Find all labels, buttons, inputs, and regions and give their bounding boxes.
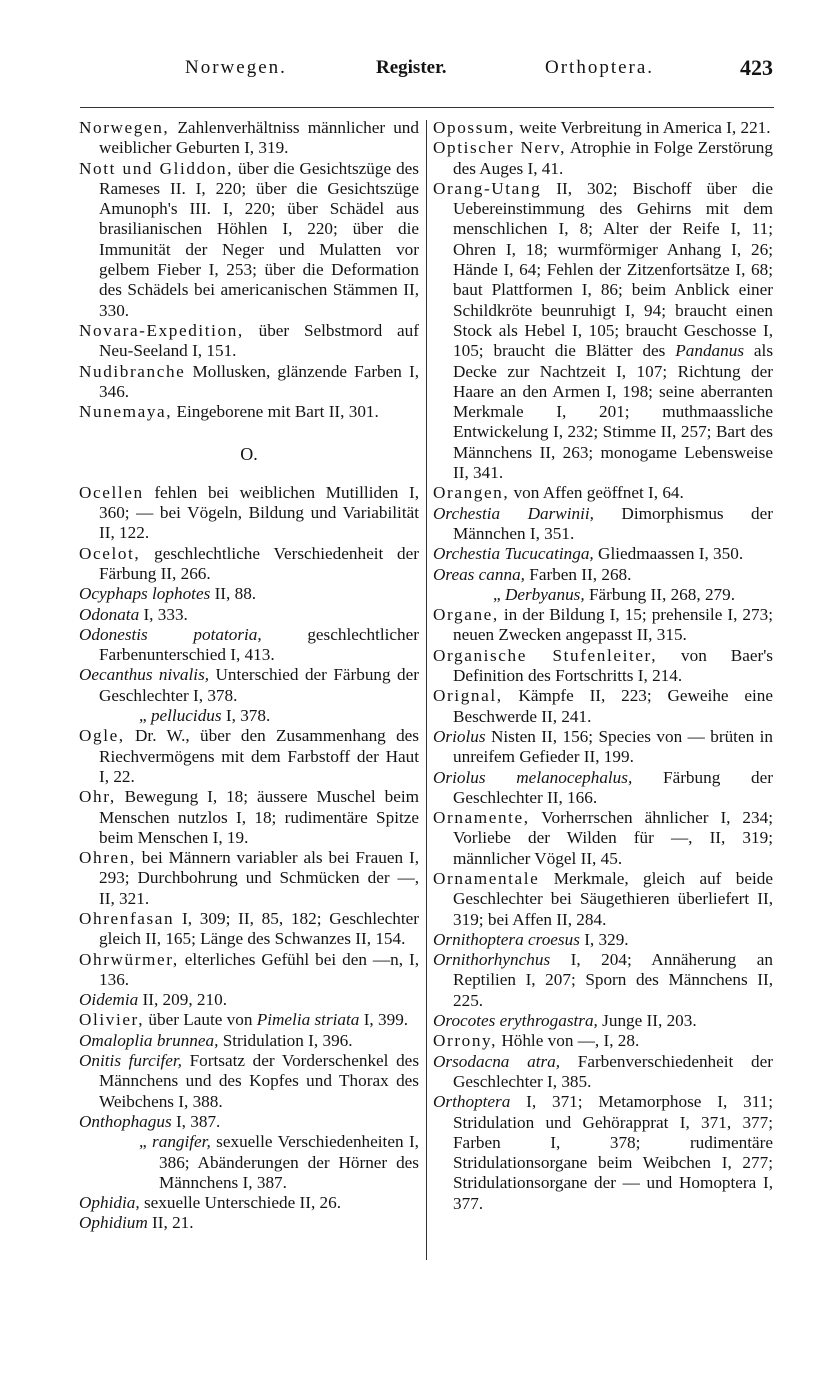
entry-heading: Ogle, xyxy=(79,726,125,746)
index-entry xyxy=(433,504,773,545)
entry-text: von Baer's Definition des Fortschritts I, 214. xyxy=(453,645,773,686)
entry-text: Höhle von —, I, 28. xyxy=(497,1031,640,1051)
ditto-mark: „ xyxy=(139,1132,153,1152)
entry-text: II, 209, 210. xyxy=(138,990,227,1010)
header-right: Orthoptera. xyxy=(545,57,655,78)
index-entry xyxy=(79,1132,419,1193)
ditto-mark: „ xyxy=(139,706,151,726)
entry-text: Farbenverschiedenheit der Geschlechter I, 385. xyxy=(453,1051,773,1091)
index-entry xyxy=(79,665,419,706)
entry-text: Färbung II, 268, 279. xyxy=(584,584,736,604)
index-entry xyxy=(79,1213,419,1233)
index-entry xyxy=(433,646,773,687)
entry-text: elterliches Gefühl bei den —n, I, 136. xyxy=(99,949,419,989)
entry-subheading-italic: pellucidus xyxy=(150,706,222,726)
index-entry xyxy=(79,1010,419,1030)
page-number: 423 xyxy=(740,55,773,80)
entry-heading-italic: Ocyphaps lophotes xyxy=(79,584,211,604)
index-entry xyxy=(79,1112,419,1132)
entry-text: Nisten II, 156; Species von — brüten in unreifem Gefieder II, 199. xyxy=(453,726,773,767)
entry-text-italic: Pandanus xyxy=(675,341,745,361)
entry-heading-italic: Onthophagus xyxy=(79,1111,172,1131)
index-entry xyxy=(433,930,773,950)
entry-heading: Ohrenfasan xyxy=(79,908,175,928)
entry-subheading-italic: rangifer, xyxy=(152,1132,211,1152)
index-entry xyxy=(79,787,419,848)
header-rule xyxy=(80,107,774,108)
index-entry xyxy=(433,544,773,564)
entry-heading-italic: Ophidia, xyxy=(79,1193,140,1213)
header-left: Norwegen. xyxy=(185,57,287,78)
entry-heading-italic: Oriolus melanocephalus, xyxy=(433,767,633,787)
index-entry xyxy=(79,625,419,666)
entry-text: über Laute von xyxy=(144,1010,257,1030)
entry-text: weite Verbreitung in America I, 221. xyxy=(515,118,771,137)
entry-text: I, 378. xyxy=(221,706,271,726)
entry-text: I, 387. xyxy=(171,1111,221,1131)
index-entry xyxy=(433,179,773,483)
index-entry xyxy=(433,1092,773,1214)
ditto-mark: „ xyxy=(493,584,505,604)
entry-text: Eingeborene mit Bart II, 301. xyxy=(172,402,379,422)
index-entry xyxy=(433,686,773,727)
entry-heading: Ornamente, xyxy=(433,808,530,828)
entry-text: Färbung der Geschlechter II, 166. xyxy=(453,767,773,807)
entry-heading-italic: Orsodacna atra, xyxy=(433,1051,561,1071)
entry-text: sexuelle Unterschiede II, 26. xyxy=(139,1193,342,1213)
entry-text: fehlen bei weiblichen Mutilliden I, 360; — bei Vögeln, Bildung und Variabilität II, 122. xyxy=(99,482,419,543)
index-entry xyxy=(79,909,419,950)
entry-heading-italic: Ornithorhynchus xyxy=(433,950,551,970)
entry-text: Junge II, 203. xyxy=(597,1011,697,1031)
index-entry xyxy=(433,483,773,503)
index-entry xyxy=(79,321,419,362)
entry-heading: Opossum, xyxy=(433,118,516,137)
entry-heading-italic: Orchestia Tucucatinga, xyxy=(433,544,594,564)
index-entry xyxy=(79,584,419,604)
entry-heading-italic: Oecanthus nivalis, xyxy=(79,665,210,685)
entry-text: geschlechtliche Verschiedenheit der Färbung II, 266. xyxy=(99,543,419,583)
index-entry xyxy=(433,1031,773,1051)
index-entry xyxy=(79,362,419,403)
right-column xyxy=(433,118,773,1214)
index-entry xyxy=(79,950,419,991)
entry-text: I, 399. xyxy=(359,1010,409,1030)
entry-text: Zahlenverhältniss männlicher und weiblicher Geburten I, 319. xyxy=(99,118,419,158)
entry-text: bei Männern variabler als bei Frauen I, 293; Durchbohrung und Schmücken der —, II, 321. xyxy=(99,848,419,908)
index-entry xyxy=(433,869,773,930)
index-entry xyxy=(433,727,773,768)
index-entry xyxy=(79,159,419,321)
entry-text: I, 333. xyxy=(139,604,188,624)
entry-heading-italic: Orchestia Darwinii, xyxy=(433,503,594,523)
entry-text: Farben II, 268. xyxy=(524,564,632,584)
entry-heading: Orrony, xyxy=(433,1031,498,1051)
entry-heading: Orangen, xyxy=(433,483,510,503)
index-entry xyxy=(433,118,773,138)
entry-heading-italic: Oriolus xyxy=(433,726,486,746)
index-entry xyxy=(433,768,773,809)
entry-heading-italic: Odonata xyxy=(79,604,140,624)
entry-text: Stridulation I, 396. xyxy=(218,1030,353,1050)
index-entry xyxy=(79,118,419,159)
entry-heading: Optischer Nerv, xyxy=(433,138,567,158)
entry-heading: Nott und Gliddon, xyxy=(79,158,234,178)
entry-heading: Nunemaya, xyxy=(79,402,173,422)
entry-text: geschlechtlicher Farbenunterschied I, 413. xyxy=(99,624,419,665)
column-divider xyxy=(426,120,427,1260)
index-entry xyxy=(433,565,773,585)
entry-text: über die Gesichtszüge des Rameses II. I, 220; über die Gesichtszüge Amunoph's III. I, 220; über Schädel aus brasilianischen Höhlen I, 220; über die Immunität der Neger und Mulatten vor gelbem Fieber I, 253; über die Deformation des Schädels bei americanischen Stämmen II, 330. xyxy=(99,158,419,320)
entry-heading-italic: Omaloplia brunnea, xyxy=(79,1030,219,1050)
entry-heading: Ohrwürmer, xyxy=(79,949,179,969)
index-entry xyxy=(433,605,773,646)
index-entry xyxy=(79,605,419,625)
index-entry xyxy=(433,950,773,1011)
entry-heading-italic: Oreas canna, xyxy=(433,564,525,584)
entry-text: Vorherrschen ähnlicher I, 234; Vorliebe der Wilden für —, II, 319; männlicher Vögel II, 45. xyxy=(453,808,773,868)
entry-heading: Ocelot, xyxy=(79,543,141,563)
entry-heading: Organe, xyxy=(433,605,499,625)
entry-text: über Selbstmord auf Neu-Seeland I, 151. xyxy=(99,320,419,361)
entry-text-italic: Pimelia striata xyxy=(256,1010,360,1030)
entry-text: Dr. W., über den Zusammenhang des Riechvermögens mit dem Farbstoff der Haut I, 22. xyxy=(99,726,419,786)
header-center: Register. xyxy=(376,57,447,78)
index-entry xyxy=(79,1031,419,1051)
entry-heading: Orang-Utang xyxy=(433,178,542,198)
entry-text: II, 302; Bischoff über die Uebereinstimmung des Gehirns mit dem menschlichen I, 8; Alter der Reife I, 11; Ohren I, 18; wurmförmiger Anhang I, 26; Hände I, 64; Fehlen der Zitzenfortsätze I, 68; baut Plattformen I, 86; beim Anblick einer Schildkröte beunruhigt I, 94; braucht einen Stock als Hebel I, 105; braucht Geschosse I, 105; braucht die Blätter des xyxy=(453,178,773,361)
entry-heading: Novara-Expedition, xyxy=(79,320,244,340)
entry-text: als Decke zur Nachtzeit I, 107; Richtung der Haare an den Armen I, 198; seine aberranten Merkmale I, 201; muthmaassliche Entwickelung I, 232; Stimme II, 257; Bart des Männchens II, 263; monogame Lebensweise II, 341. xyxy=(453,341,774,483)
index-entry xyxy=(79,848,419,909)
index-entry xyxy=(433,138,773,179)
entry-text: I, 371; Metamorphose I, 311; Stridulation und Gehörapprat I, 371, 377; Farben I, 378; rudimentäre Stridulationsorgane beim Weibchen I, 277; Stridulationsorgane der — und Homoptera I, 377. xyxy=(453,1092,773,1213)
entry-text: II, 21. xyxy=(147,1213,194,1233)
entry-heading: Ohren, xyxy=(79,848,136,868)
entry-heading-italic: Odonestis potatoria, xyxy=(79,624,262,644)
index-entry xyxy=(79,990,419,1010)
entry-heading-italic: Orthoptera xyxy=(433,1092,511,1112)
entry-heading: Norwegen, xyxy=(79,118,170,137)
index-entry xyxy=(79,402,419,422)
entry-heading: Organische Stufenleiter, xyxy=(433,645,658,665)
entry-text: in der Bildung I, 15; prehensile I, 273; neuen Zwecken angepasst II, 315. xyxy=(453,605,773,645)
index-entry xyxy=(79,706,419,726)
entry-text: Gliedmaassen I, 350. xyxy=(593,544,744,564)
entry-text: I, 309; II, 85, 182; Geschlechter gleich II, 165; Länge des Schwanzes II, 154. xyxy=(99,908,419,949)
index-entry xyxy=(433,808,773,869)
entry-text: Atrophie in Folge Zerstörung des Auges I, 41. xyxy=(453,138,773,178)
entry-subheading-italic: Derbyanus, xyxy=(504,584,585,604)
index-entry xyxy=(433,1011,773,1031)
entry-text: sexuelle Verschiedenheiten I, 386; Abänderungen der Hörner des Männchens I, 387. xyxy=(159,1132,419,1192)
entry-text: II, 88. xyxy=(210,584,257,604)
entry-text: I, 329. xyxy=(579,929,629,949)
entry-text: Mollusken, glänzende Farben I, 346. xyxy=(99,361,419,401)
entry-heading: Nudibranche xyxy=(79,361,186,381)
entry-heading-italic: Orocotes erythrogastra, xyxy=(433,1011,598,1031)
entry-text: Unterschied der Färbung der Geschlechter I, 378. xyxy=(99,665,419,705)
entry-heading-italic: Onitis furcifer, xyxy=(79,1051,182,1071)
entry-heading-italic: Oidemia xyxy=(79,990,139,1010)
entry-text: I, 204; Annäherung an Reptilien I, 207; Sporn des Männchens II, 225. xyxy=(453,950,773,1010)
entry-heading: Ornamentale xyxy=(433,868,540,888)
index-entry xyxy=(79,726,419,787)
left-column xyxy=(79,118,419,1234)
index-entry xyxy=(79,483,419,544)
entry-text: Kämpfe II, 223; Geweihe eine Beschwerde II, 241. xyxy=(453,686,773,726)
index-entry xyxy=(79,1193,419,1213)
entry-text: Bewegung I, 18; äussere Muschel beim Menschen nutzlos I, 18; rudimentäre Spitze beim Menschen I, 19. xyxy=(99,787,419,847)
entry-text: Merkmale, gleich auf beide Geschlechter bei Säugethieren überliefert II, 319; bei Affen II, 284. xyxy=(453,868,773,929)
section-letter: O. xyxy=(240,444,258,465)
entry-heading: Ohr, xyxy=(79,787,116,807)
index-entry xyxy=(79,544,419,585)
running-header xyxy=(80,50,775,90)
entry-text: von Affen geöffnet I, 64. xyxy=(509,483,684,503)
entry-heading-italic: Ornithoptera croesus xyxy=(433,929,580,949)
index-entry xyxy=(79,1051,419,1112)
entry-heading: Orignal, xyxy=(433,686,503,706)
entry-text: Dimorphismus der Männchen I, 351. xyxy=(453,503,774,543)
entry-text: Fortsatz der Vorderschenkel des Männchens und des Kopfes und Thorax des Weibchens I, 388. xyxy=(99,1051,420,1111)
entry-heading-italic: Ophidium xyxy=(79,1213,148,1233)
entry-heading: Olivier, xyxy=(79,1010,145,1030)
index-entry xyxy=(433,1052,773,1093)
index-entry xyxy=(433,585,773,605)
entry-heading: Ocellen xyxy=(79,482,144,502)
